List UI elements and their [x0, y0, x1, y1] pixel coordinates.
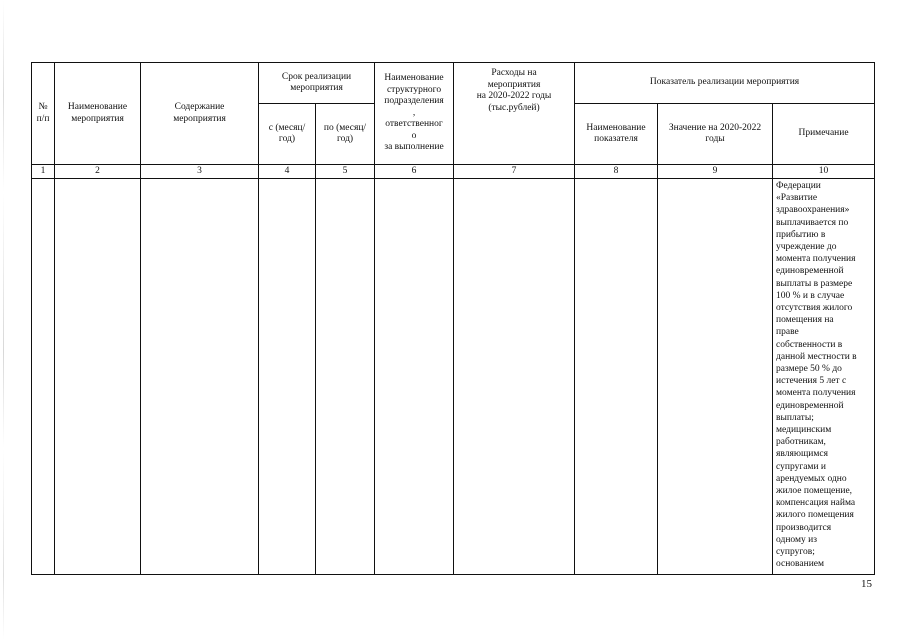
cell-expenses: [454, 179, 575, 575]
column-number: 6: [375, 165, 454, 179]
column-number: 8: [575, 165, 658, 179]
header-indicator-value: Значение на 2020-2022 годы: [658, 104, 773, 165]
cell-responsible-unit: [375, 179, 454, 575]
column-number: 9: [658, 165, 773, 179]
column-number: 10: [773, 165, 875, 179]
header-number: № п/п: [32, 63, 55, 165]
cell-period-to: [316, 179, 375, 575]
column-number-row: [32, 165, 875, 179]
cell-indicator-value: [658, 179, 773, 575]
header-expenses: Расходы на мероприятия на 2020-2022 годы (тыс.рублей): [454, 63, 575, 165]
measures-table: [31, 62, 875, 575]
cell-number: [32, 179, 55, 575]
cell-indicator-note: Федерации «Развитие здравоохранения» выплачивается по прибытию в учреждение до момента получения единовременной выплаты в размере 100 % и в случае отсутствия жилого помещения на праве собственности в данной местности в размере 50 % до истечения 5 лет с момента получения единовременной выплаты; медицинским работникам, являющимся супругами и арендуемых одно жилое помещение, компенсация найма жилого помещения производится одному из супругов; основанием: [773, 179, 875, 575]
cell-indicator-name: [575, 179, 658, 575]
column-number: 4: [259, 165, 316, 179]
header-indicator-name: Наименование показателя: [575, 104, 658, 165]
table-row: [32, 179, 875, 575]
header-indicator-note: Примечание: [773, 104, 875, 165]
header-measure-name: Наименование мероприятия: [55, 63, 141, 165]
column-number: 5: [316, 165, 375, 179]
column-number: 3: [141, 165, 259, 179]
cell-measure-name: [55, 179, 141, 575]
header-period-from: с (месяц/ год): [259, 104, 316, 165]
header-period-to: по (месяц/ год): [316, 104, 375, 165]
page-number: 15: [861, 578, 872, 590]
column-number: 2: [55, 165, 141, 179]
header-period-group: Срок реализации мероприятия: [259, 63, 375, 104]
cell-measure-content: [141, 179, 259, 575]
cell-period-from: [259, 179, 316, 575]
header-indicator-group: Показатель реализации мероприятия: [575, 63, 875, 104]
header-row-1: [32, 63, 875, 104]
header-measure-content: Содержание мероприятия: [141, 63, 259, 165]
column-number: 1: [32, 165, 55, 179]
header-responsible-unit: Наименование структурного подразделения , ответственног о за выполнение: [375, 63, 454, 165]
column-number: 7: [454, 165, 575, 179]
scan-edge-artifact: [3, 0, 4, 640]
